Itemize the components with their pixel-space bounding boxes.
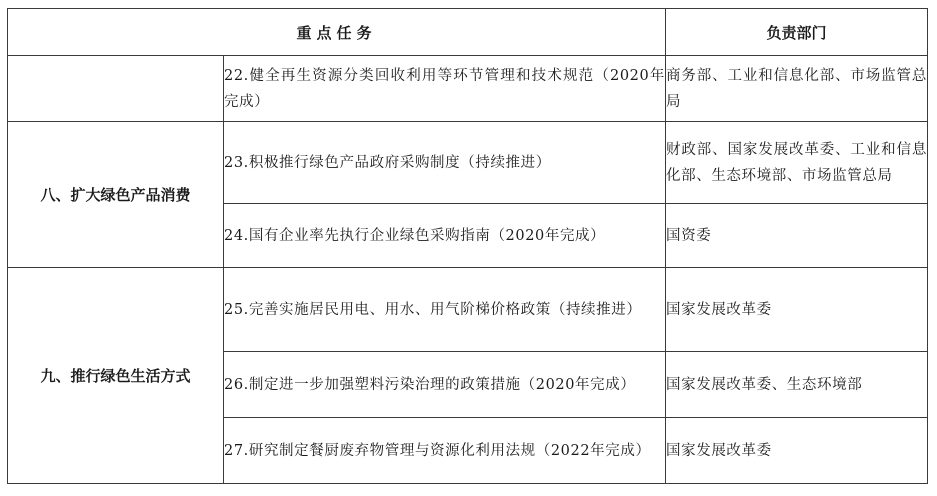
dept-cell: 商务部、工业和信息化部、市场监管总局 [666,56,928,122]
table-row [8,56,928,122]
category-cell: 九、推行绿色生活方式 [8,268,224,484]
category-cell: 八、扩大绿色产品消费 [8,122,224,268]
dept-cell: 国家发展改革委 [666,268,928,352]
tasks-table [7,8,928,484]
category-cell-continued [8,56,224,122]
task-cell: 26.制定进一步加强塑料污染治理的政策措施（2020年完成） [224,352,666,418]
task-cell: 25.完善实施居民用电、用水、用气阶梯价格政策（持续推进） [224,268,666,352]
dept-column-header: 负责部门 [666,9,928,56]
task-column-header: 重点任务 [8,9,666,56]
table-row [8,122,928,204]
table-row [8,268,928,352]
task-cell: 23.积极推行绿色产品政府采购制度（持续推进） [224,122,666,204]
dept-cell: 财政部、国家发展改革委、工业和信息化部、生态环境部、市场监管总局 [666,122,928,204]
task-cell: 22.健全再生资源分类回收利用等环节管理和技术规范（2020年完成） [224,56,666,122]
dept-cell: 国资委 [666,204,928,268]
header-row [8,9,928,56]
task-cell: 24.国有企业率先执行企业绿色采购指南（2020年完成） [224,204,666,268]
dept-cell: 国家发展改革委、生态环境部 [666,352,928,418]
dept-cell: 国家发展改革委 [666,418,928,484]
task-cell: 27.研究制定餐厨废弃物管理与资源化利用法规（2022年完成） [224,418,666,484]
